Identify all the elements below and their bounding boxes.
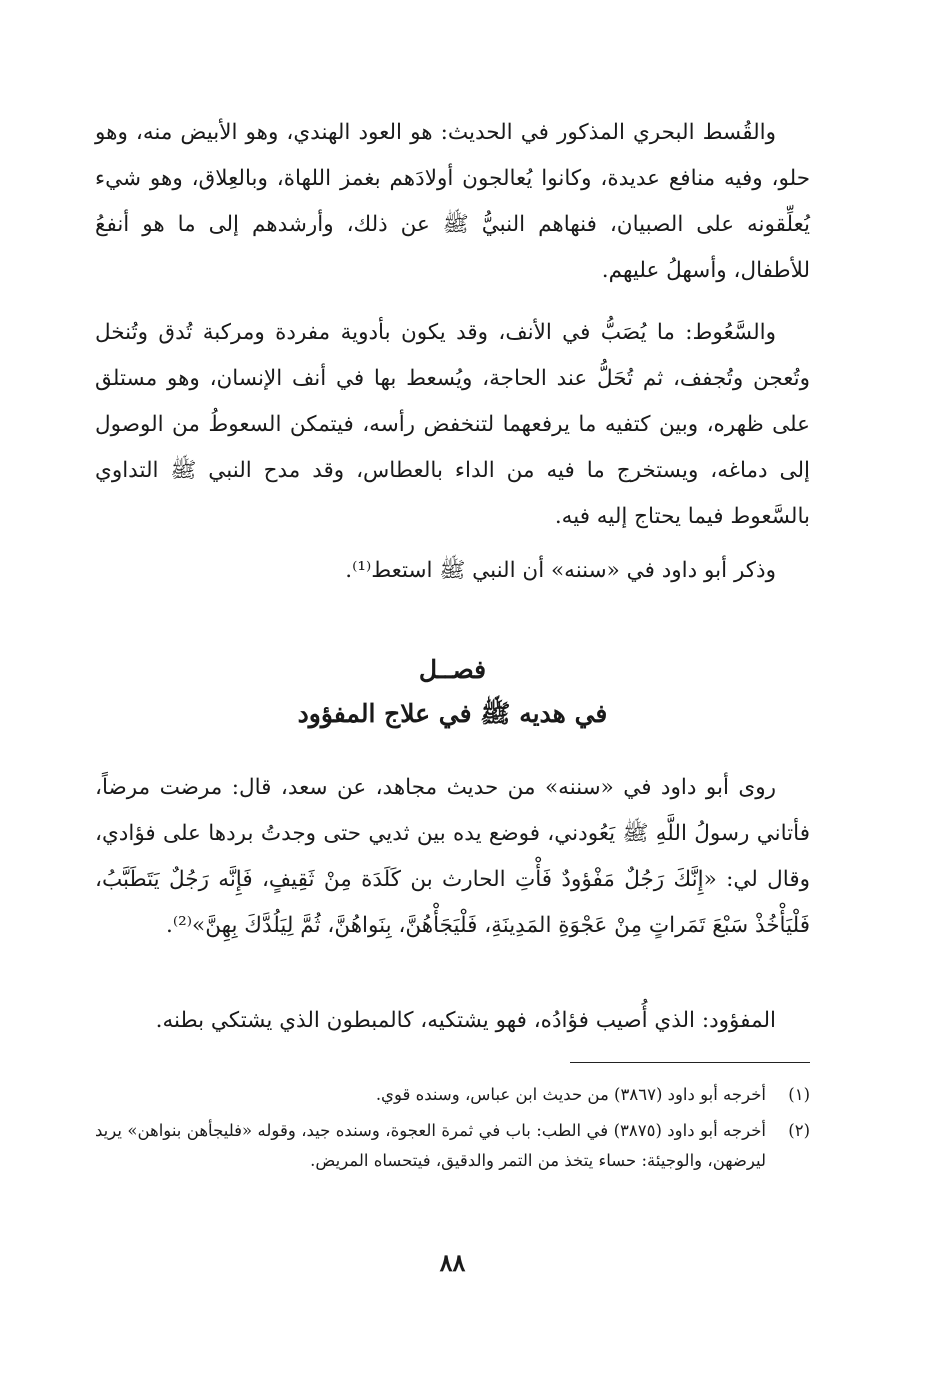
paragraph-saut: والسَّعُوط: ما يُصَبُّ في الأنف، وقد يكون بأدوية مفردة ومركبة تُدق وتُنخل وتُعجن وتُجفف، ثم تُحَلُّ عند الحاجة، ويُسعط بها في أنف الإنسان، وهو مستلق على ظهره، وبين كتفيه ما يرفعهما لتنخفض رأسه، فيتمكن السعوطُ من الوصول إلى دماغه، ويستخرج ما فيه من الداء بالعطاس، وقد مدح النبي ﷺ التداوي بالسَّعوط فيما يحتاج إليه فيه.: [95, 320, 810, 529]
footnote-item: [95, 1080, 810, 1110]
book-page: [95, 110, 810, 1360]
footnote-number: (١): [788, 1085, 810, 1104]
footnote-number: (٢): [788, 1121, 810, 1140]
section-subtitle: في هديه ﷺ في علاج المفؤود: [297, 699, 608, 728]
footnote-divider: [570, 1062, 810, 1063]
footnote-text: أخرجه أبو داود (٣٨٧٥) في الطب: باب في ثمرة العجوة، وسنده جيد، وقوله «فليجأهن بنواهن» يريد ليرضهن، والوجيئة: حساء يتخذ من التمر والدقيق، فيتحساه المريض.: [95, 1121, 766, 1170]
footnote-text: أخرجه أبو داود (٣٨٦٧) من حديث ابن عباس، وسنده قوي.: [375, 1085, 766, 1104]
paragraph-qust: والقُسط البحري المذكور في الحديث: هو العود الهندي، وهو الأبيض منه، وهو حلو، وفيه منافع عديدة، وكانوا يُعالجون أولادَهم بغمز اللهاة، وبالعِلاق، وهو شيء يُعلِّقونه على الصبيان، فنهاهم النبيُّ ﷺ عن ذلك، وأرشدهم إلى ما هو أنفعُ للأطفال، وأسهلُ عليهم.: [95, 120, 810, 283]
footnote-item: [95, 1116, 810, 1176]
section-title: فصــل: [418, 655, 487, 684]
page-number: ٨٨: [439, 1248, 466, 1277]
paragraph-hadith: روى أبو داود في «سننه» من حديث مجاهد، عن سعد، قال: مرضت مرضاً، فأتاني رسولُ اللَّهِ ﷺ يَعُودني، فوضع يده بين ثديي حتى وجدتُ بردها على فؤادي، وقال لي: «إِنَّكَ رَجُلٌ مَفْؤودٌ فَأْتِ الحارث بن كَلَدَة مِنْ ثَقِيفٍ، فَإِنَّه رَجُلٌ يَتَطَبَّبُ، فَلْيَأْخُذْ سَبْعَ تَمَراتٍ مِنْ عَجْوَةِ المَدِينَةِ، فَلْيَجَأْهُنَّ، بِنَواهُنَّ، ثُمَّ لِيَلُدَّكَ بِهِنَّ»⁽²⁾.: [95, 775, 810, 938]
paragraph-abu-dawud: وذكر أبو داود في «سننه» أن النبي ﷺ استعط⁽¹⁾.: [345, 558, 776, 583]
paragraph-definition: المفؤود: الذي أُصيب فؤادُه، فهو يشتكيه، كالمبطون الذي يشتكي بطنه.: [155, 1008, 776, 1033]
footnotes: [95, 1080, 810, 1182]
